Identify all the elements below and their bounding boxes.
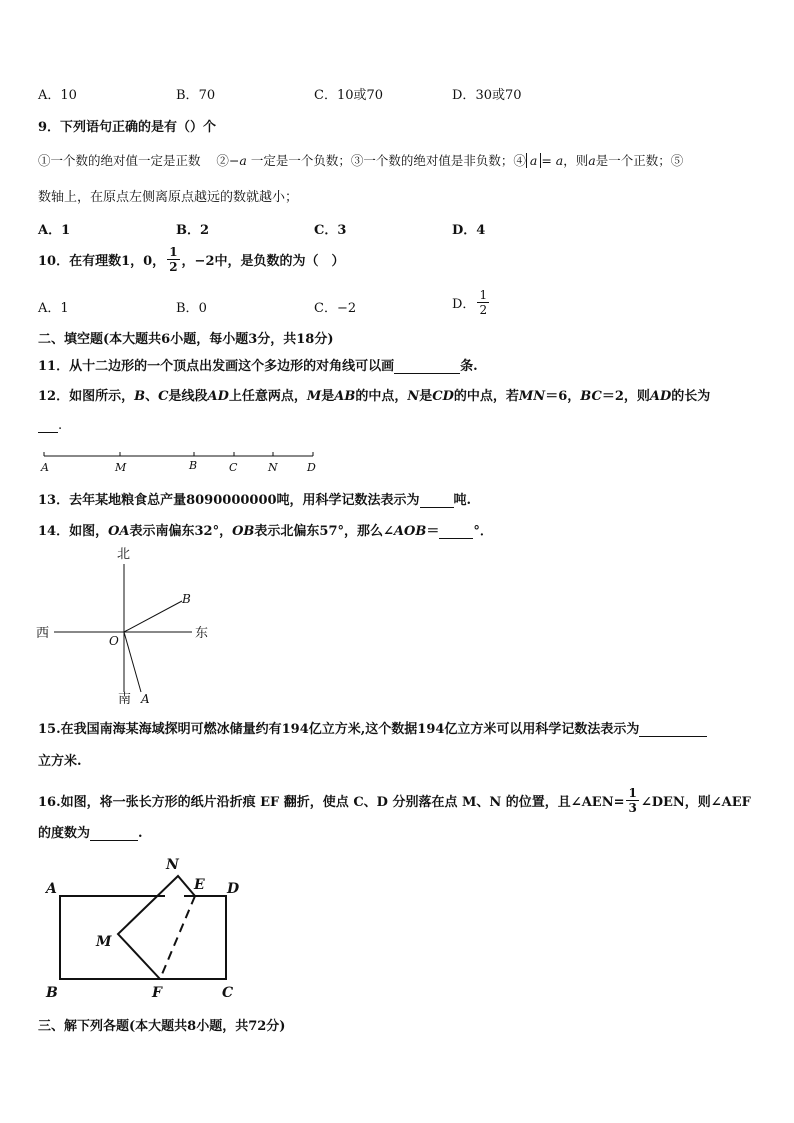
q8-option-b: B．70 [176, 88, 216, 103]
label-b: B [189, 459, 198, 472]
q9-option-c: C．3 [314, 223, 347, 238]
point-a-label: A [46, 881, 57, 897]
q9-stem: 9．下列语句正确的是有（）个 [38, 120, 217, 135]
q12-line2: . [38, 418, 62, 433]
q12-answer-blank[interactable] [38, 420, 58, 433]
section-2-heading: 二、填空题(本大题共6小题，每小题3分，共18分) [38, 332, 334, 347]
q14-compass-figure [34, 544, 224, 706]
q14-answer-blank[interactable] [439, 526, 473, 539]
q8-option-c: C．10或70 [314, 88, 384, 103]
west-label: 西 [36, 626, 50, 641]
q10-option-d: D． $\frac{1}{2}$ [452, 288, 488, 317]
label-d: D [307, 461, 316, 474]
q8-option-a: A．10 [38, 88, 77, 103]
q10-option-c: C．−2 [314, 301, 357, 316]
point-o-label: O [109, 634, 119, 648]
q12-line1: 12．如图所示，B、C是线段AD上任意两点，M是AB的中点，N是CD的中点，若MN＝6，BC＝2，则AD的长为 [38, 389, 711, 404]
q16-fold-figure [40, 850, 250, 1006]
point-c-label: C [222, 985, 234, 1001]
q13: 13．去年某地粮食总产量8090000000吨，用科学记数法表示为 吨. [38, 493, 472, 508]
point-m-label: M [96, 934, 112, 950]
q15-line2: 立方米. [38, 754, 82, 769]
q10-option-a: A．1 [38, 301, 69, 316]
q10-option-b: B．0 [176, 301, 207, 316]
point-b-label: B [182, 592, 191, 606]
crease-ef [160, 896, 195, 979]
q16-answer-blank[interactable] [90, 828, 138, 841]
point-f-label: F [152, 985, 162, 1001]
q10-stem: 10．在有理数1，0， $\frac{1}{2}$ ，−2中，是负数的为（ ） [38, 245, 345, 274]
q16-line1: 16.如图，将一张长方形的纸片沿折痕 EF 翻折，使点 C、D 分别落在点 M、N 的位置，且∠AEN= $\frac{1}{3}$ ∠DEN，则∠AEF [38, 786, 751, 815]
north-label: 北 [117, 547, 131, 562]
point-d-label: D [227, 881, 240, 897]
point-a-label: A [141, 692, 150, 706]
label-n: N [268, 461, 278, 474]
point-e-label: E [194, 877, 205, 893]
label-a: A [41, 461, 49, 474]
section-3-heading: 三、解下列各题(本大题共8小题，共72分) [38, 1019, 286, 1034]
q12-segment-figure [36, 448, 326, 476]
q8-option-d: D．30或70 [452, 88, 522, 103]
point-b-label: B [46, 985, 58, 1001]
folded-part-emnf [118, 876, 195, 979]
q15-answer-blank[interactable] [639, 724, 707, 737]
q9-statements-line2: 数轴上，在原点左侧离原点越远的数就越小； [38, 190, 299, 205]
q9-option-b: B．2 [176, 223, 210, 238]
q9-option-d: D．4 [452, 223, 486, 238]
q9-statements-line1: ①一个数的绝对值一定是正数 ②−a 一定是一个负数；③一个数的绝对值是非负数；④ a = a，则a是一个正数；⑤ [38, 153, 684, 168]
q11: 11．从十二边形的一个顶点出发画这个多边形的对角线可以画 条. [38, 359, 478, 374]
ray-oa [124, 632, 141, 692]
q15-line1: 15.在我国南海某海域探明可燃冰储量约有194亿立方米,这个数据194亿立方米可以用科学记数法表示为 [38, 718, 707, 737]
ray-ob [124, 601, 182, 632]
q9-option-a: A．1 [38, 223, 71, 238]
fraction-one-half: $\frac{1}{2}$ [169, 245, 178, 274]
q14: 14．如图，OA表示南偏东32°，OB表示北偏东57°，那么∠AOB＝ °． [38, 524, 493, 539]
east-label: 东 [195, 626, 209, 641]
q11-answer-blank[interactable] [394, 361, 460, 374]
south-label: 南 [118, 692, 132, 706]
label-m: M [115, 461, 127, 474]
point-n-label: N [166, 857, 179, 873]
abs-value-a: a [526, 153, 541, 168]
q13-answer-blank[interactable] [420, 495, 454, 508]
q16-line2: 的度数为 . [38, 826, 143, 841]
label-c: C [229, 461, 238, 474]
